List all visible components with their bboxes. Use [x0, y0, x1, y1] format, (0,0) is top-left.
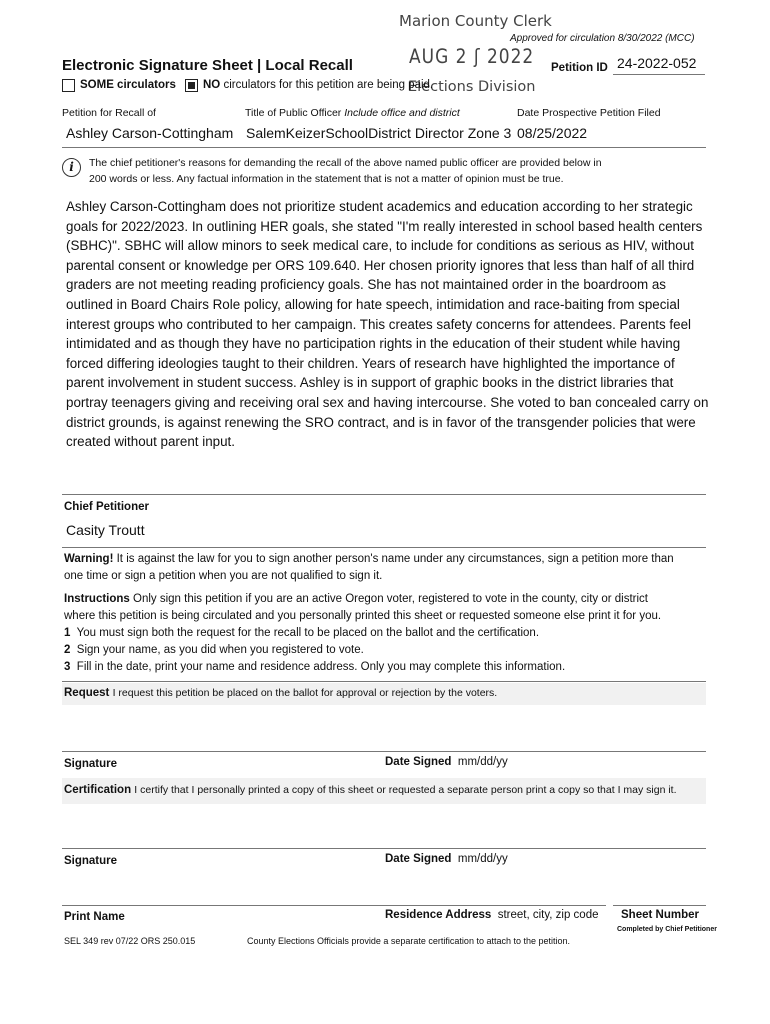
chief-top-rule — [62, 494, 706, 495]
no-circulators-label: NO circulators for this petition are being paid. — [203, 79, 434, 91]
signature-1-rule — [62, 751, 706, 752]
petition-id-value: 24-2022-052 — [617, 55, 697, 71]
instruction-step-1: 1 You must sign both the request for the recall to be placed on the ballot and the certification. — [64, 627, 540, 639]
fields-rule — [62, 147, 706, 148]
warning-line-2: one time or sign a petition when you are not qualified to sign it. — [64, 570, 383, 582]
print-name-rule — [62, 905, 606, 906]
footer-note: County Elections Officials provide a separate certification to attach to the petition. — [247, 936, 571, 946]
date-signed-2-label[interactable]: Date Signed mm/dd/yy — [385, 853, 508, 865]
request-rule — [62, 681, 706, 682]
sheet-number-label[interactable]: Sheet Number — [621, 909, 699, 921]
chief-petitioner-label: Chief Petitioner — [64, 501, 149, 513]
instruction-step-3: 3 Fill in the date, print your name and residence address. Only you may complete this information. — [64, 661, 566, 673]
statement-line: intimidated and as though they have no participation rights in the education of their student while having — [66, 336, 681, 352]
warning-line-1: Warning! It is against the law for you to sign another person's name under any circumstances, sign a petition more than — [64, 553, 674, 565]
stamp-clerk: Marion County Clerk — [399, 12, 552, 30]
instructions-line-2: where this petition is being circulated and you personally printed this sheet or requested someone else print it for you. — [64, 610, 662, 622]
statement-line: interest groups who contributed to her campaign. This creates safety concerns for attendees. Parents feel — [66, 316, 691, 332]
print-name-label[interactable]: Print Name — [64, 911, 125, 923]
sheet-number-note: Completed by Chief Petitioner — [617, 926, 717, 933]
statement-line: Ashley Carson-Cottingham does not prioritize student academics and education according to her strategic — [66, 199, 693, 214]
signature-2-rule — [62, 848, 706, 849]
residence-address-label[interactable]: Residence Address street, city, zip code — [385, 909, 599, 921]
signature-2-label[interactable]: Signature — [64, 855, 118, 867]
form-title: Electronic Signature Sheet | Local Recall — [62, 57, 353, 74]
stamp-division: Elections Division — [408, 79, 536, 95]
statement-line: created without parent input. — [66, 434, 235, 450]
chief-petitioner-value: Casity Troutt — [66, 522, 145, 538]
chief-bottom-rule — [62, 547, 706, 548]
date-signed-1-label[interactable]: Date Signed mm/dd/yy — [385, 756, 508, 768]
date-filed-value: 08/25/2022 — [517, 125, 588, 141]
date-filed-label: Date Prospective Petition Filed — [517, 107, 661, 119]
stamp-date: AUG 2 ʃ 2022 — [409, 45, 535, 69]
statement-line: district grounds, is against renewing the SRO contract, and is in favor of the transgender policies that were — [66, 414, 696, 430]
petition-id-rule — [613, 74, 705, 75]
certification-statement: Certification I certify that I personally printed a copy of this sheet or requested a separate person print a copy so that I may sign it. — [64, 784, 677, 796]
info-line-2: 200 words or less. Any factual information in the statement that is not a matter of opinion must be true. — [89, 173, 564, 185]
approval-note: Approved for circulation 8/30/2022 (MCC) — [510, 33, 695, 44]
statement-line: portray teenagers giving and receiving oral sex and having intercourse. She voted to ban concealed carry on — [66, 394, 709, 410]
sheet-number-rule — [613, 905, 706, 906]
recall-of-value: Ashley Carson-Cottingham — [66, 125, 234, 141]
statement-line: parental consent or knowledge per ORS 109.640. Her chosen priority ignores that less than half of all third — [66, 257, 695, 273]
some-circulators-label: SOME circulators — [80, 79, 176, 91]
instructions-line-1: Instructions Only sign this petition if you are an active Oregon voter, registered to vote in the county, city or district — [64, 593, 648, 605]
statement-line: forced differing ideologies taught to their children. Years of research have highlighted the importance of — [66, 355, 675, 371]
request-statement: Request I request this petition be placed on the ballot for approval or rejection by the voters. — [64, 687, 498, 699]
some-circulators-checkbox[interactable] — [62, 79, 75, 92]
no-circulators-checkbox[interactable] — [185, 79, 198, 92]
info-line-1: The chief petitioner's reasons for demanding the recall of the above named public officer are provided below in — [89, 157, 602, 169]
officer-title-value: SalemKeizerSchoolDistrict Director Zone 3 — [246, 125, 512, 141]
petition-id-label: Petition ID — [551, 62, 608, 74]
signature-1-label[interactable]: Signature — [64, 758, 118, 770]
recall-statement — [66, 197, 708, 452]
statement-line: outlined in Board Chairs Role policy, allowing for hate speech, intimidation and race-baiting from special — [66, 296, 680, 312]
statement-line: goals for 2022/2023. In outlining HER goals, she stated "I'm really interested in school based health centers — [66, 218, 703, 234]
officer-title-label: Title of Public Officer Include office and district — [245, 107, 460, 119]
form-code: SEL 349 rev 07/22 ORS 250.015 — [64, 936, 196, 946]
statement-line: (SBHC)". SBHC will allow minors to seek medical care, to include for conditions as serious as HIV, without — [66, 238, 694, 254]
statement-line: parent involvement in student success. Ashley is in support of graphic books in the district libraries that — [66, 375, 674, 391]
instruction-step-2: 2 Sign your name, as you did when you registered to vote. — [64, 644, 364, 656]
recall-of-label: Petition for Recall of — [62, 107, 156, 119]
info-icon: i — [62, 158, 81, 177]
statement-line: graders are not meeting reading proficiency goals. She has not maintained order in the boardroom as — [66, 277, 666, 293]
